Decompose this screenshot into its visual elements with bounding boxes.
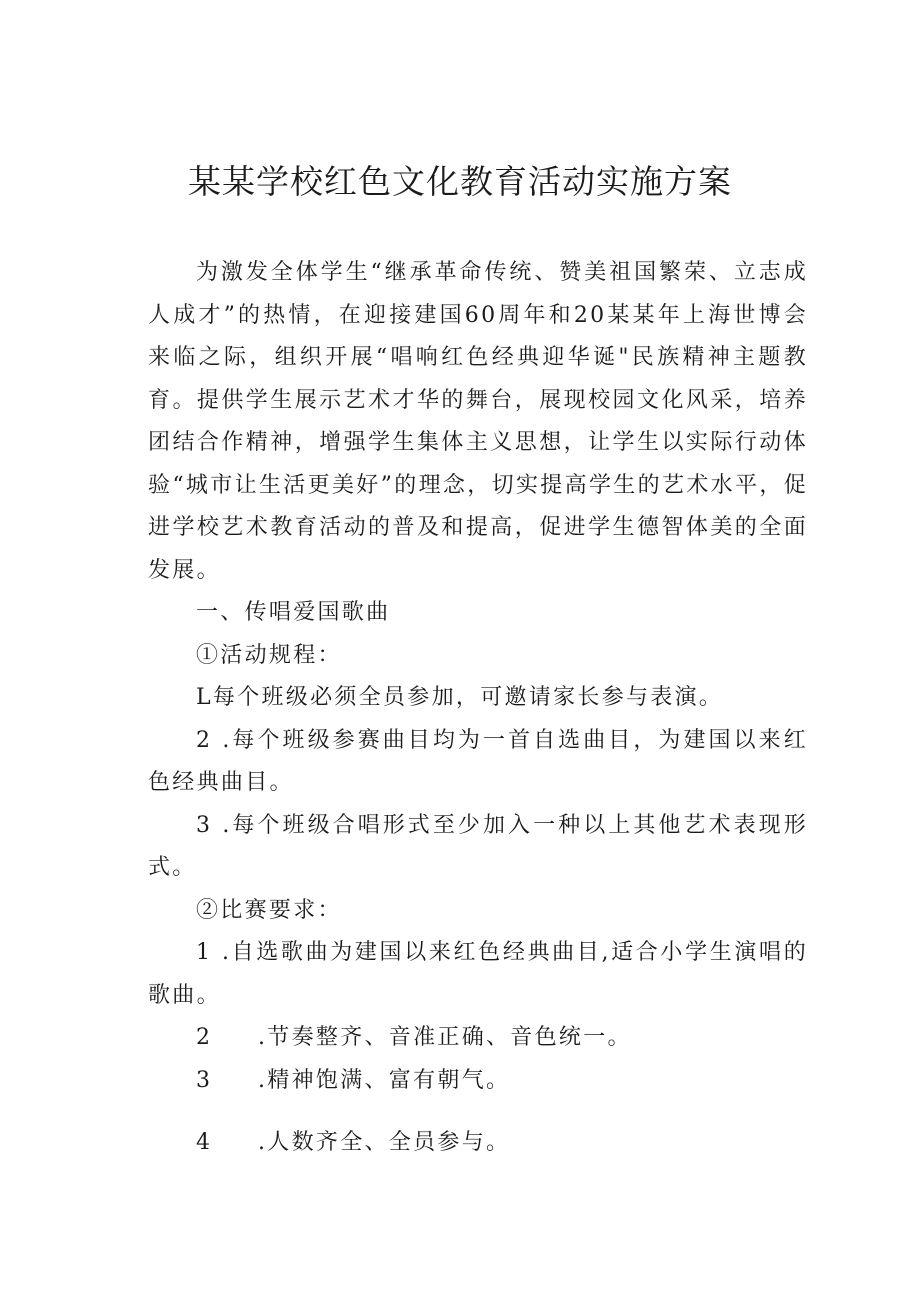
requirement-item: 1 .自选歌曲为建国以来红色经典曲目,适合小学生演唱的歌曲。 [148,940,808,1008]
requirement-number: 2 [196,1025,213,1050]
requirement-item [148,1017,808,1060]
section-heading: 一、传唱爱国歌曲 [196,600,391,625]
requirement-number: 4 [196,1130,213,1155]
requirement-number: 3 [196,1067,213,1093]
rule-item: L每个班级必须全员参加，可邀请家长参与表演。 [196,685,724,710]
intro-paragraph: 为激发全体学生“继承革命传统、赞美祖国繁荣、立志成人成才”的热情，在迎接建国60周年和20某某年上海世博会来临之际，组织开展“唱响红色经典迎华诞"民族精神主题教育。提供学生展示艺术才华的舞台，展现校园文化风采，培养团结合作精神，增强学生集体主义思想，让学生以实际行动体验“城市让生活更美好”的理念，切实提高学生的艺术水平，促进学校艺术教育活动的普及和提高，促进学生德智体美的全面发展。 [148,260,808,583]
requirement-text: .节奏整齐、音准正确、音色统一。 [258,1025,632,1050]
rule-item: 3 .每个班级合唱形式至少加入一种以上其他艺术表现形式。 [148,812,808,880]
requirement-text: .精神饱满、富有朝气。 [258,1067,511,1093]
requirement-text: .人数齐全、全员参与。 [258,1130,511,1155]
rules-heading: ①活动规程： [196,642,342,668]
requirement-item [148,1060,808,1103]
requirement-item [148,1122,808,1165]
document-body [148,252,808,1165]
rule-item: 2 .每个班级参赛曲目均为一首自选曲目，为建国以来红色经典曲目。 [148,727,808,795]
requirements-heading: ②比赛要求： [196,897,342,923]
document-title: 某某学校红色文化教育活动实施方案 [188,162,732,201]
